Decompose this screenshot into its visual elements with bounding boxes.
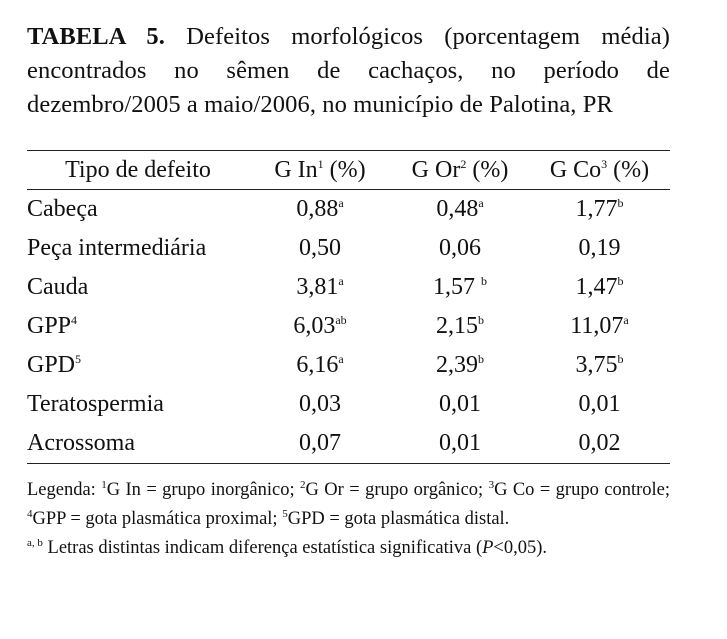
legend-item-5: GPD = gota plasmática distal. [287,509,510,529]
cell-g-in [249,190,391,230]
cell-value: 0,06 [439,235,481,261]
defect-type-label: Peça intermediária [27,235,207,261]
cell-value: 0,48 [436,196,479,222]
defect-type-sup: 5 [75,352,82,366]
header-g-or-sup: 2 [460,156,467,171]
cell-significance-sup: ab [335,313,347,327]
header-g-in-sup: 1 [317,156,324,171]
table-caption [27,20,670,122]
header-g-co [529,151,670,190]
cell-g-co [529,424,670,464]
cell-significance-sup: a [478,196,484,210]
document [27,20,670,563]
cell-defect-type [27,385,249,424]
cell-value: 0,03 [299,391,341,417]
cell-defect-type [27,229,249,268]
cell-significance-sup: a [338,274,344,288]
cell-value: 1,57 [433,274,481,300]
defect-type-label: GPP [27,313,72,339]
cell-value: 6,16 [296,352,339,378]
header-g-co-unit: (%) [607,156,650,183]
defect-type-sup: 4 [71,313,78,327]
caption-label: TABELA 5. [27,23,165,50]
legend-sup-5: 5 [282,508,288,520]
table-row [27,346,670,385]
table-row [27,268,670,307]
cell-value: 0,02 [578,430,621,456]
cell-value: 0,01 [439,430,481,456]
cell-significance-sup: a [623,313,629,327]
cell-value: 0,50 [299,235,341,261]
cell-g-in [249,307,391,346]
cell-value: 1,47 [575,274,618,300]
cell-defect-type [27,307,249,346]
cell-g-or [391,268,529,307]
cell-significance-sup: a [338,352,344,366]
legend-sup-4: 4 [27,508,33,520]
cell-g-co [529,190,670,230]
cell-defect-type [27,190,249,230]
cell-value: 2,15 [436,313,478,339]
cell-g-or [391,385,529,424]
cell-value: 3,81 [296,274,339,300]
table-row [27,190,670,230]
legend-sup-1: 1 [101,479,107,491]
cell-value: 6,03 [293,313,336,339]
cell-g-in [249,268,391,307]
cell-value: 0,19 [578,235,621,261]
cell-defect-type [27,268,249,307]
cell-significance-sup: b [617,274,624,288]
cell-significance-sup: b [617,352,624,366]
defect-type-label: Teratospermia [27,391,164,417]
header-g-or-unit: (%) [466,156,509,183]
cell-significance-sup: b [478,313,484,327]
cell-g-co [529,268,670,307]
legend-sup-2: 2 [300,479,306,491]
cell-g-or [391,346,529,385]
legend-sup-3: 3 [488,479,495,491]
cell-value: 0,01 [439,391,481,417]
legend-note-end: <0,05). [493,538,548,558]
legend-item-2: G Or = grupo orgânico; [305,480,489,500]
legend-prefix: Legenda: [27,480,102,500]
table-row [27,307,670,346]
header-g-co-label: G Co [549,156,602,183]
cell-g-co [529,229,670,268]
header-g-in-unit: (%) [323,156,366,183]
cell-value: 0,88 [296,196,339,222]
header-g-co-sup: 3 [601,156,608,171]
cell-significance-sup: b [617,196,624,210]
data-table [27,150,670,464]
table-legend [27,476,670,563]
cell-significance-sup: a [338,196,344,210]
cell-value: 2,39 [436,352,478,378]
cell-g-or [391,424,529,464]
table-row [27,385,670,424]
cell-g-in [249,424,391,464]
cell-value: 11,07 [570,313,624,339]
defect-type-label: GPD [27,352,76,378]
legend-note-text: Letras distintas indicam diferença estatística significativa ( [42,538,483,558]
header-g-or [391,151,529,190]
cell-significance-sup: b [478,352,484,366]
legend-note-italic: P [482,538,494,558]
cell-g-co [529,346,670,385]
cell-g-co [529,307,670,346]
legend-item-4: GPP = gota plasmática proximal; [32,509,283,529]
defect-type-label: Cabeça [27,196,98,222]
cell-g-in [249,385,391,424]
cell-defect-type [27,424,249,464]
cell-value: 0,07 [299,430,341,456]
header-type-label: Tipo de defeito [65,156,211,183]
defect-type-label: Cauda [27,274,89,300]
cell-g-or [391,307,529,346]
cell-g-co [529,385,670,424]
table-row [27,229,670,268]
legend-item-1: G In = grupo inorgânico; [106,480,301,500]
cell-g-in [249,229,391,268]
header-type [27,151,249,190]
defect-type-label: Acrossoma [27,430,135,456]
legend-item-3: G Co = grupo controle; [494,480,670,500]
header-g-in-label: G In [274,156,318,183]
cell-significance-sup: b [481,274,487,288]
header-row [27,151,670,190]
cell-g-or [391,229,529,268]
cell-g-in [249,346,391,385]
cell-value: 0,01 [578,391,621,417]
cell-value: 3,75 [575,352,618,378]
table-row [27,424,670,464]
header-g-or-label: G Or [411,156,461,183]
cell-value: 1,77 [575,196,618,222]
legend-note-sup: a, b [27,537,43,549]
cell-defect-type [27,346,249,385]
cell-g-or [391,190,529,230]
caption-text: Defeitos morfológicos (porcentagem média) encontrados no sêmen de cachaços, no período de dezembro/2005 a maio/2006, no município de Palotina, PR [27,23,670,118]
header-g-in [249,151,391,190]
